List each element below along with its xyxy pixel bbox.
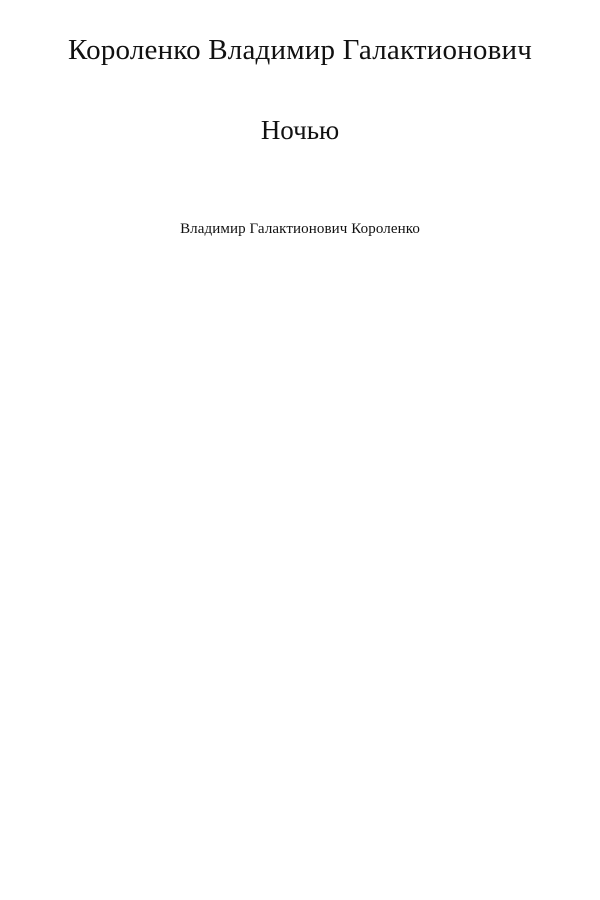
title-block [28,0,572,147]
work-title: Ночью [260,115,340,146]
byline: Владимир Галактионович Короленко [180,220,420,237]
page-title: Короленко Владимир Галактионович [68,34,532,66]
body-text [28,238,572,256]
